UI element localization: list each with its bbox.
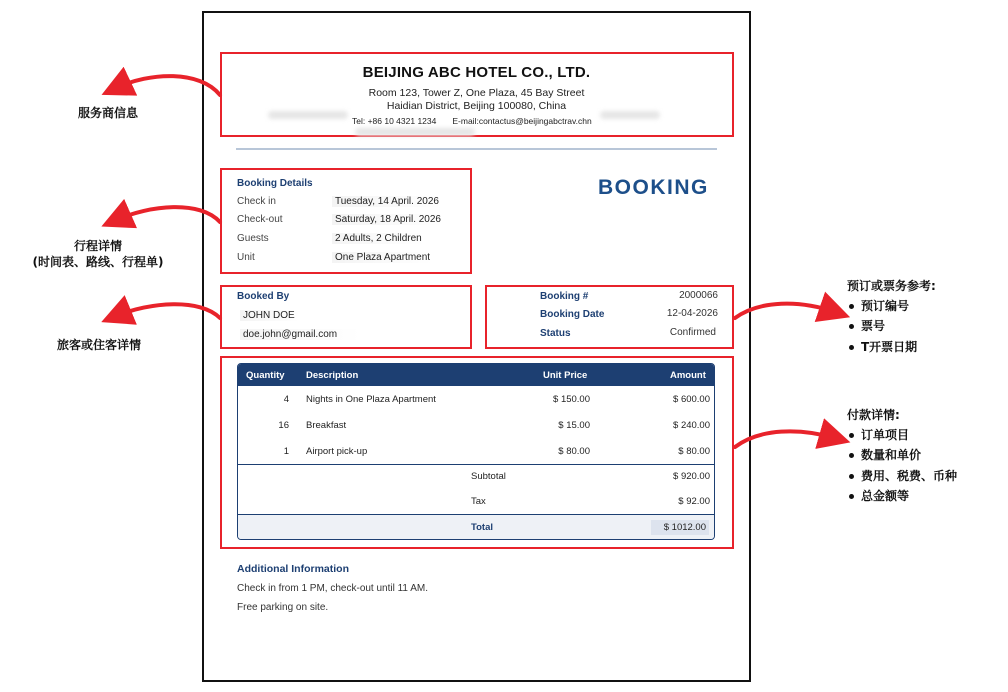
subtotal-value: $ 920.00 [673,471,710,482]
hotel-phone: Tel: +86 10 4321 1234 [352,116,437,126]
guests-label: Guests [237,233,269,244]
header-divider [236,148,717,150]
checkin-label: Check in [237,196,276,207]
line-items-table [237,363,715,540]
quantity-header: Quantity [246,370,285,381]
row2-quantity: 16 [278,420,289,431]
checkin-value: Tuesday, 14 April. 2026 [332,196,442,207]
additional-info-title: Additional Information [237,563,349,575]
hotel-email: E-mail:contactus@beijingabctrav.chn [452,116,592,126]
row2-amount: $ 240.00 [673,420,710,431]
row2-description: Breakfast [306,420,347,431]
payment-annotation-title: 付款详情: [847,408,900,422]
booking-details-title: Booking Details [237,178,313,189]
contact-line [352,116,608,126]
total-value: $ 1012.00 [651,520,709,535]
reference-annotation-item: T开票日期 [847,339,936,355]
row2-unit-price: $ 15.00 [558,420,590,431]
blurred-text [600,111,660,119]
unit-price-header: Unit Price [543,370,588,381]
status-label: Status [540,328,571,339]
booking-date-label: Booking Date [540,309,605,320]
checkout-value: Saturday, 18 April. 2026 [332,214,444,225]
tax-label: Tax [471,496,486,507]
guest-email: doe.john@gmail.com [240,329,360,340]
description-header: Description [306,370,359,381]
unit-label: Unit [237,252,255,263]
blurred-text [355,128,475,136]
row3-quantity: 1 [283,446,289,457]
row1-description: Nights in One Plaza Apartment [306,394,436,405]
blurred-text [268,111,348,119]
amount-header: Amount [670,370,706,381]
booking-number-label: Booking # [540,291,589,302]
address-line-2: Haidian District, Beijing 100080, China [386,100,567,112]
row3-amount: $ 80.00 [678,446,710,457]
row1-amount: $ 600.00 [673,394,710,405]
payment-annotation-item: 总金额等 [847,488,957,504]
guest-annotation: 旅客或住客详情 [57,338,142,352]
checkout-label: Check-out [237,214,283,225]
booking-number: 2000066 [679,290,718,301]
itinerary-annotation [18,238,178,270]
company-name: BEIJING ABC HOTEL CO., LTD. [362,64,591,81]
additional-info-line2: Free parking on site. [237,602,329,613]
payment-annotation-item: 数量和单价 [847,447,957,463]
reference-annotation-item: 票号 [847,318,936,334]
additional-info-line1: Check in from 1 PM, check-out until 11 AM. [237,583,429,594]
reference-annotation-title: 预订或票务参考: [847,279,936,293]
row3-description: Airport pick-up [306,446,368,457]
total-label: Total [471,522,493,533]
booking-date: 12-04-2026 [666,308,718,319]
payment-annotation-item: 费用、税费、币种 [847,468,957,484]
row1-unit-price: $ 150.00 [553,394,590,405]
subtotal-label: Subtotal [471,471,506,482]
itinerary-annotation-title: 行程详情 [73,239,122,253]
guests-value: 2 Adults, 2 Children [332,233,425,244]
row1-quantity: 4 [283,394,289,405]
itinerary-annotation-subtitle: (时间表、路线、行程单) [32,255,164,270]
row3-unit-price: $ 80.00 [558,446,590,457]
payment-annotation [847,407,957,504]
provider-annotation: 服务商信息 [78,106,139,120]
reference-annotation-item: 预订编号 [847,298,936,314]
booked-by-title: Booked By [237,291,290,302]
table-header [238,364,714,386]
total-row [238,515,714,540]
address-line-1: Room 123, Tower Z, One Plaza, 45 Bay Street [368,87,585,99]
payment-annotation-item: 订单项目 [847,427,957,443]
reference-annotation [847,278,936,355]
unit-value: One Plaza Apartment [332,252,433,263]
guest-name: JOHN DOE [240,310,300,321]
tax-value: $ 92.00 [678,496,710,507]
document-title: BOOKING [598,176,709,199]
items-divider [238,464,714,465]
status-value: Confirmed [669,327,716,338]
